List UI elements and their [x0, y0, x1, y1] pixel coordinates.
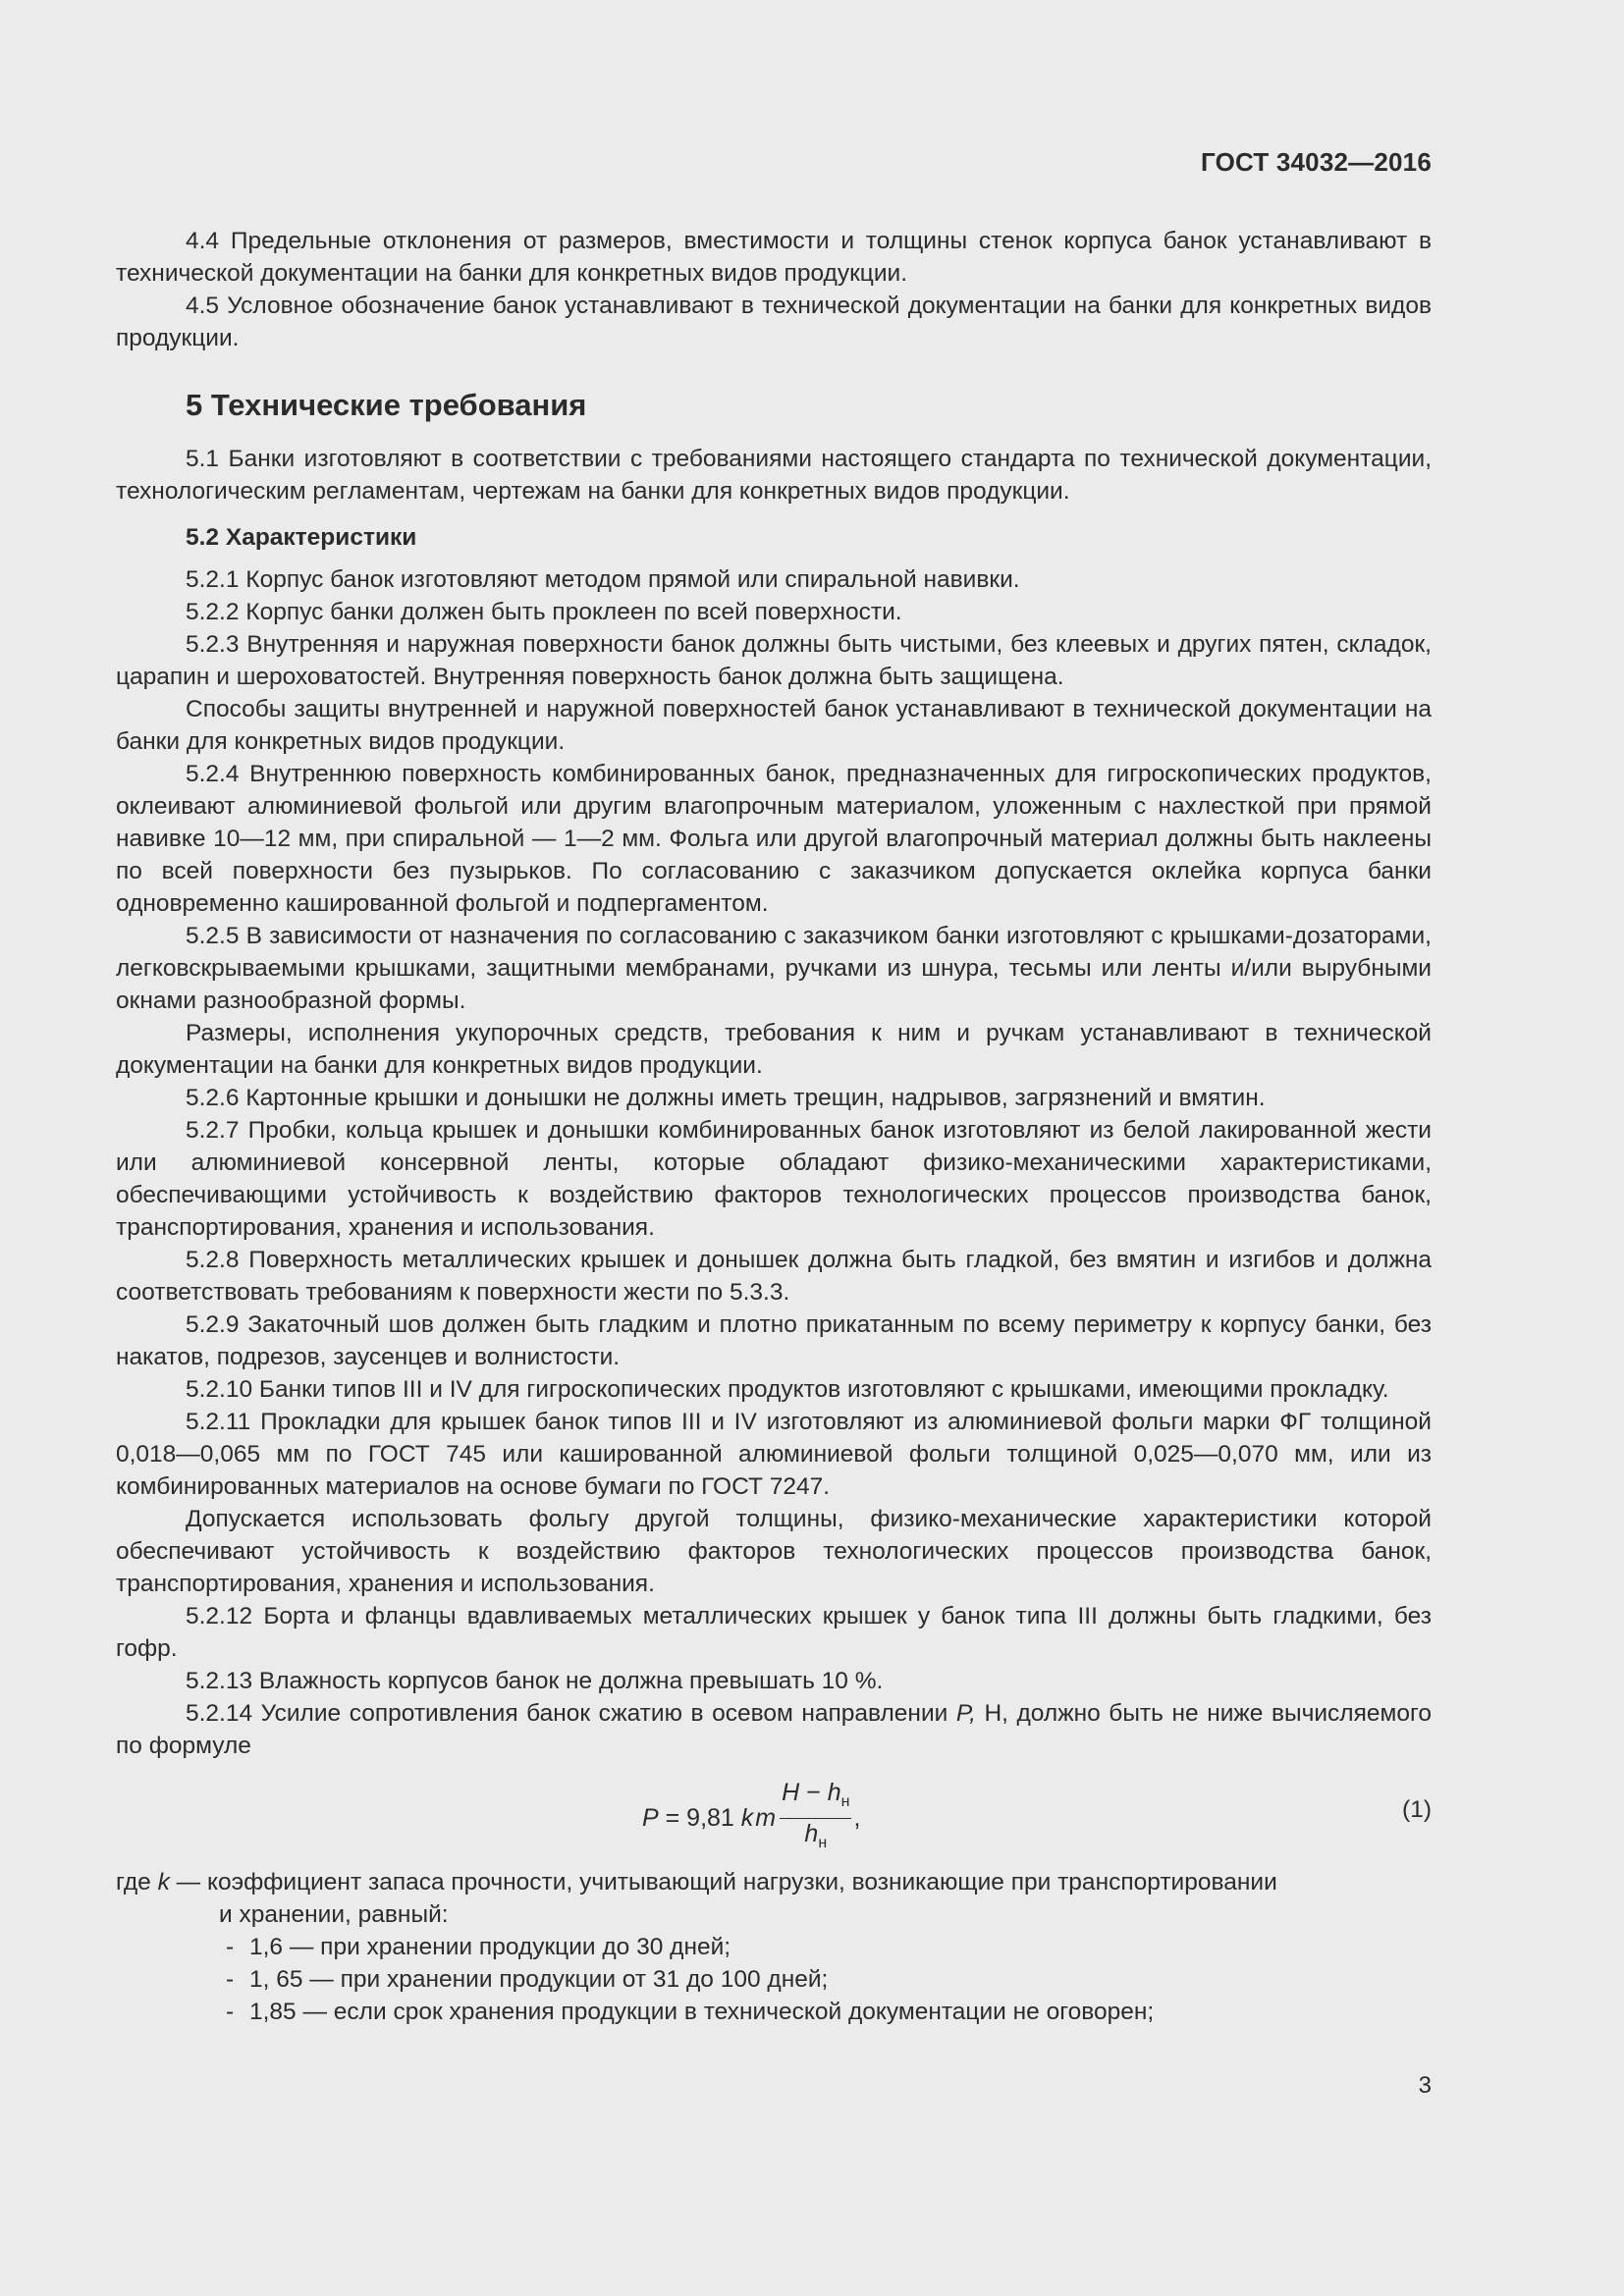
- paragraph-5-2-6: 5.2.6 Картонные крышки и донышки не должны иметь трещин, надрывов, загрязнений и вмятин.: [186, 1085, 1266, 1111]
- paragraph-5-2-4: 5.2.4 Внутреннюю поверхность комбинированных банок, предназначенных для гигроскопических продуктов, оклеивают алюминиевой фольгой или другим влагопрочным материалом, уложенным с нахлесткой при прямой навивке 10—12 мм, при спиральной — 1—2 мм. Фольга или другой влагопрочный материал должны быть наклеены по всей поверхности без пузырьков. По согласованию с заказчиком допускается оклейка корпуса банки одновременно кашированной фольгой и подпергаментом.: [116, 761, 1432, 917]
- coefficient-list: [116, 1931, 1432, 2028]
- document-page: [116, 0, 1432, 2296]
- formula-num-h: h: [827, 1779, 841, 1806]
- where-block: [116, 1866, 1432, 1898]
- paragraph-5-2-10: 5.2.10 Банки типов III и IV для гигроскопических продуктов изготовляют с крышками, имеющими прокладку.: [186, 1376, 1389, 1403]
- list-item-text: 1,6 — при хранении продукции до 30 дней;: [249, 1934, 731, 1960]
- paragraph-5-2-3-note: Способы защиты внутренней и наружной поверхностей банок устанавливают в технической документации на банки для конкретных видов продукции.: [116, 696, 1432, 755]
- document-code: ГОСТ 34032—2016: [1201, 147, 1432, 177]
- list-bullet: -: [226, 1934, 235, 1960]
- paragraph-5-2-12: 5.2.12 Борта и фланцы вдавливаемых металлических крышек у банок типа III должны быть гладкими, без гофр.: [116, 1603, 1432, 1662]
- formula-denominator: [804, 1819, 827, 1858]
- paragraph-5-2-11: 5.2.11 Прокладки для крышек банок типов III и IV изготовляют из алюминиевой фольги марки ФГ толщиной 0,018—0,065 мм по ГОСТ 745 или кашированной алюминиевой фольги толщиной 0,025—0,070 мм, или из комбинированных материалов на основе бумаги по ГОСТ 7247.: [116, 1409, 1432, 1500]
- where-prefix: где: [116, 1869, 158, 1896]
- formula-minus: −: [799, 1779, 828, 1806]
- formula-k: k: [740, 1803, 754, 1832]
- paragraph-5-2-14: [116, 1697, 1432, 1762]
- paragraph-5-2-5: 5.2.5 В зависимости от назначения по согласованию с заказчиком банки изготовляют с крышками-дозаторами, легковскрываемыми крышками, защитными мембранами, ручками из шнура, тесьмы или ленты и/или вырубными окнами разнообразной формы.: [116, 923, 1432, 1014]
- paragraph-5-2-2: 5.2.2 Корпус банки должен быть проклеен по всей поверхности.: [186, 599, 902, 625]
- document-body: [116, 225, 1432, 2028]
- where-dash: —: [169, 1869, 207, 1896]
- list-item: [226, 1963, 1432, 1996]
- paragraph-5-2-5-note: Размеры, исполнения укупорочных средств, требования к ним и ручкам устанавливают в технической документации на банки для конкретных видов продукции.: [116, 1020, 1432, 1079]
- where-variable: k: [157, 1869, 170, 1896]
- formula-num-h-upper: H: [782, 1779, 800, 1806]
- list-bullet: -: [226, 1966, 235, 1993]
- formula-coefficient: = 9,81: [658, 1803, 741, 1832]
- formula-trailing-comma: ,: [853, 1803, 861, 1832]
- paragraph-4-5: 4.5 Условное обозначение банок устанавливают в технической документации на банки для конкретных видов продукции.: [116, 293, 1432, 351]
- paragraph-5-2-7: 5.2.7 Пробки, кольца крышек и донышки комбинированных банок изготовляют из белой лакированной жести или алюминиевой консервной ленты, которые обладают физико-механическими характеристиками, обеспечивающими устойчивость к воздействию факторов технологических процессов производства банок, транспортирования, хранения и использования.: [116, 1117, 1432, 1241]
- where-term: [116, 1866, 207, 1898]
- subsection-5-2-title: 5.2 Характеристики: [186, 524, 417, 551]
- paragraph-5-2-1: 5.2.1 Корпус банок изготовляют методом прямой или спиральной навивки.: [186, 566, 1020, 593]
- formula-num-sub: н: [840, 1793, 850, 1810]
- formula-den-h: h: [804, 1820, 819, 1847]
- paragraph-5-2-13: 5.2.13 Влажность корпусов банок не должна превышать 10 %.: [186, 1668, 884, 1694]
- list-item: [226, 1931, 1432, 1963]
- paragraph-5-2-9: 5.2.9 Закаточный шов должен быть гладким и плотно прикатанным по всему периметру к корпусу банки, без накатов, подрезов, заусенцев и волнистости.: [116, 1311, 1432, 1370]
- page-number: 3: [1418, 2072, 1432, 2099]
- where-description-continued: и хранении, равный:: [219, 1901, 449, 1928]
- formula-den-sub: н: [818, 1835, 828, 1851]
- paragraph-5-2-3: 5.2.3 Внутренняя и наружная поверхности банок должны быть чистыми, без клеевых и других пятен, складок, царапин и шероховатостей. Внутренняя поверхность банок должна быть защищена.: [116, 631, 1432, 690]
- formula-lhs: P: [642, 1803, 659, 1832]
- paragraph-5-2-8: 5.2.8 Поверхность металлических крышек и донышек должна быть гладкой, без вмятин и изгибов и должна соответствовать требованиям к поверхности жести по 5.3.3.: [116, 1247, 1432, 1306]
- formula-number: (1): [1402, 1796, 1432, 1823]
- variable-p: P,: [955, 1700, 976, 1727]
- paragraph-5-1: 5.1 Банки изготовляют в соответствии с требованиями настоящего стандарта по технической документации, технологическим регламентам, чертежам на банки для конкретных видов продукции.: [116, 446, 1432, 505]
- paragraph-5-2-11-note: Допускается использовать фольгу другой толщины, физико-механические характеристики которой обеспечивают устойчивость к воздействию факторов технологических процессов производства банок, транспортирования, хранения и использования.: [116, 1506, 1432, 1597]
- list-item-text: 1,85 — если срок хранения продукции в технической документации не оговорен;: [249, 1999, 1155, 2025]
- list-item: [226, 1996, 1432, 2028]
- formula-fraction: [780, 1778, 851, 1858]
- formula-m: m: [755, 1803, 777, 1832]
- formula-1: [116, 1770, 1432, 1854]
- section-5-title: 5 Технические требования: [186, 388, 587, 422]
- list-item-text: 1, 65 — при хранении продукции от 31 до 100 дней;: [249, 1966, 829, 1993]
- paragraph-5-2-14-start: 5.2.14 Усилие сопротивления банок сжатию в осевом направлении: [186, 1700, 956, 1727]
- where-description: коэффициент запаса прочности, учитывающий нагрузки, возникающие при транспортировании: [206, 1869, 1277, 1896]
- paragraph-5-2-14-end: Н, должно быть не ниже вычисляемого по формуле: [116, 1700, 1432, 1759]
- paragraph-4-4: 4.4 Предельные отклонения от размеров, вместимости и толщины стенок корпуса банок устанавливают в технической документации на банки для конкретных видов продукции.: [116, 228, 1432, 287]
- list-bullet: -: [226, 1999, 235, 2025]
- formula-numerator: [780, 1778, 851, 1819]
- formula-expression: [642, 1778, 860, 1858]
